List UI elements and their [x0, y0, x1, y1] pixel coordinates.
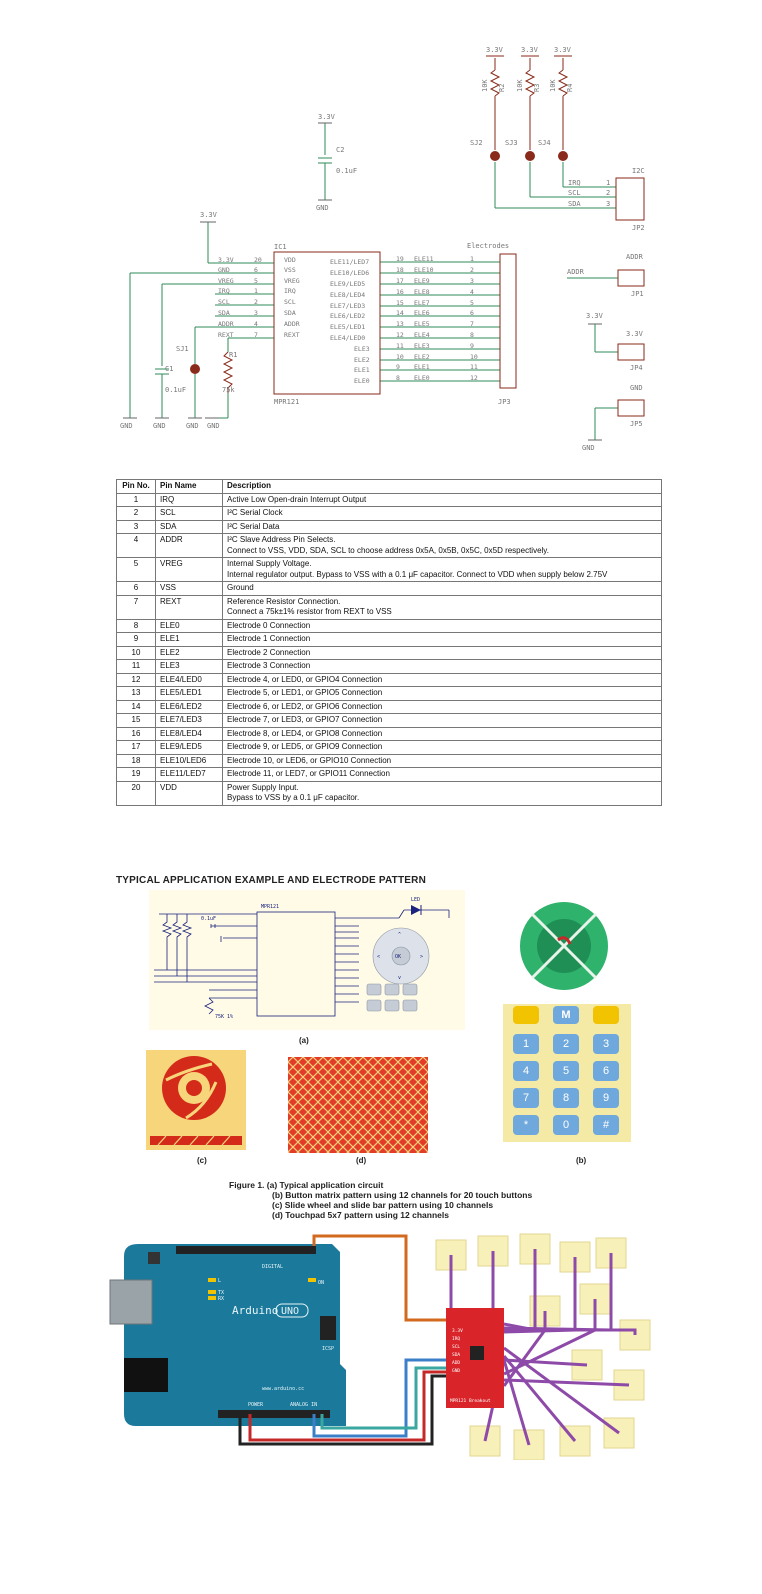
pin-number: 2 — [254, 298, 258, 306]
figure-a-circuit — [149, 890, 465, 1030]
jp4-label: JP4 — [630, 364, 643, 372]
pin-number-cell: 5 — [117, 558, 156, 582]
pin-name: VSS — [284, 266, 296, 274]
description-line: Electrode 2 Connection — [227, 647, 311, 657]
net-label: ELE0 — [414, 374, 430, 382]
pin-number: 1 — [254, 287, 258, 295]
description-cell — [223, 714, 662, 728]
resistor-label: 10K — [481, 79, 489, 92]
c2-supply: 3.3V — [318, 113, 335, 121]
net-label: ELE7 — [414, 299, 430, 307]
header-description: Description — [223, 480, 662, 494]
pin-name-cell: ELE1 — [156, 633, 223, 647]
figure-label-a: (a) — [299, 1036, 309, 1045]
keypad-key: M — [553, 1006, 579, 1024]
electrode-pin: 8 — [470, 331, 474, 339]
jumper-label: SJ4 — [538, 139, 551, 147]
pin-number-cell: 6 — [117, 582, 156, 596]
net-label: REXT — [218, 331, 234, 339]
table-row — [117, 687, 662, 701]
ic-part: MPR121 — [274, 398, 300, 406]
keypad-key: 8 — [553, 1088, 579, 1108]
pin-number-cell: 10 — [117, 646, 156, 660]
table-row — [117, 507, 662, 521]
digital-label: DIGITAL — [262, 1264, 284, 1270]
pin-number: 14 — [396, 309, 404, 317]
i2c-title: I2C — [632, 167, 645, 175]
description-cell — [223, 673, 662, 687]
power-jack — [124, 1358, 168, 1392]
pin-name: SCL — [284, 298, 296, 306]
resistor-label: R4 — [566, 83, 574, 92]
breakout-pin-label: IRQ — [452, 1337, 461, 1342]
pin-name: ELE1 — [354, 366, 370, 374]
net-label: ELE9 — [414, 277, 430, 285]
table-row — [117, 673, 662, 687]
addr-net: ADDR — [567, 268, 584, 276]
description-cell — [223, 781, 662, 805]
description-line: I²C Slave Address Pin Selects. — [227, 535, 336, 544]
description-line: Power Supply Input. — [227, 782, 299, 792]
pin-name-cell: REXT — [156, 595, 223, 619]
net-label: ELE10 — [414, 266, 434, 274]
pin-number: 5 — [254, 277, 258, 285]
description-line: Electrode 0 Connection — [227, 620, 311, 630]
pin-number-cell: 19 — [117, 768, 156, 782]
table-row — [117, 646, 662, 660]
tx-label: TX — [218, 1290, 225, 1296]
pin-name-cell: ELE3 — [156, 660, 223, 674]
figure-b-wheel — [514, 900, 614, 992]
table-row — [117, 619, 662, 633]
electrode-pin: 11 — [470, 363, 478, 371]
description-cell — [223, 633, 662, 647]
description-line: Electrode 9, or LED5, or GPIO9 Connection — [227, 742, 383, 751]
pin-number: 10 — [396, 353, 404, 361]
net-label: ELE5 — [414, 320, 430, 328]
net-label: ELE8 — [414, 288, 430, 296]
pin-name-cell: ELE11/LED7 — [156, 768, 223, 782]
pin-name-cell: SCL — [156, 507, 223, 521]
pin-number-cell: 17 — [117, 741, 156, 755]
pin-name: REXT — [284, 331, 300, 339]
pin-number: 18 — [396, 266, 404, 274]
pin-number: 11 — [396, 342, 404, 350]
c1-value: 0.1uF — [165, 386, 187, 394]
pin-name-cell: SDA — [156, 520, 223, 534]
pin-number-cell: 14 — [117, 700, 156, 714]
table-row — [117, 781, 662, 805]
description-line: Electrode 1 Connection — [227, 634, 311, 643]
pin-number-cell: 15 — [117, 714, 156, 728]
pin-name-cell: VREG — [156, 558, 223, 582]
electrode-pin: 3 — [470, 277, 474, 285]
net-label: ELE11 — [414, 255, 434, 263]
i2c-net: SDA — [568, 200, 581, 208]
board-name: Arduino — [232, 1304, 279, 1317]
description-cell — [223, 700, 662, 714]
table-row — [117, 727, 662, 741]
pin-number-cell: 2 — [117, 507, 156, 521]
table-row — [117, 660, 662, 674]
figure-d-touchpad — [288, 1057, 428, 1153]
caption-line: (b) Button matrix pattern using 12 channels for 20 touch buttons — [272, 1190, 533, 1200]
keypad-key: 1 — [513, 1034, 539, 1054]
breakout-pin-label: SDA — [452, 1353, 461, 1358]
description-line: Active Low Open-drain Interrupt Output — [227, 494, 367, 504]
supply-label: 3.3V — [521, 46, 538, 54]
i2c-pin: 3 — [606, 200, 611, 208]
pin-number-cell: 1 — [117, 493, 156, 507]
description-cell — [223, 493, 662, 507]
pin-name: ELE3 — [354, 345, 370, 353]
pin-name-cell: ELE5/LED1 — [156, 687, 223, 701]
usb-port — [110, 1280, 152, 1324]
c2-value: 0.1uF — [336, 167, 358, 175]
electrode-pin: 10 — [470, 353, 478, 361]
pin-number-cell: 12 — [117, 673, 156, 687]
pin-name-cell: IRQ — [156, 493, 223, 507]
i2c-net: SCL — [568, 189, 581, 197]
keypad-icon-key — [593, 1006, 619, 1024]
net-label: SDA — [218, 309, 230, 317]
electrode-pin: 12 — [470, 374, 478, 382]
net-label: GND — [218, 266, 230, 274]
touchpad-grid-drawing — [288, 1057, 428, 1153]
pin-name: ELE5/LED1 — [330, 323, 366, 331]
description-cell — [223, 741, 662, 755]
pin-number-cell: 11 — [117, 660, 156, 674]
pin-description-table — [116, 479, 662, 806]
table-row — [117, 633, 662, 647]
description-cell — [223, 558, 662, 582]
description-cell — [223, 687, 662, 701]
description-cell — [223, 754, 662, 768]
keypad-key: * — [513, 1115, 539, 1135]
description-cell — [223, 595, 662, 619]
section-title: TYPICAL APPLICATION EXAMPLE AND ELECTRODE PATTERN — [116, 875, 426, 886]
description-cell — [223, 768, 662, 782]
ground-label: GND — [153, 422, 166, 430]
table-row — [117, 520, 662, 534]
breakout-pin-label: 3.3V — [452, 1329, 463, 1334]
resistor-label: 10K — [516, 79, 524, 92]
circuit-res-label: 75K 1% — [215, 1014, 234, 1020]
pin-name: ELE0 — [354, 377, 370, 385]
ic-name: IC1 — [274, 243, 287, 251]
description-cell — [223, 619, 662, 633]
jumper-label: SJ2 — [470, 139, 483, 147]
resistor-label: R3 — [533, 83, 541, 92]
pin-number-cell: 18 — [117, 754, 156, 768]
keypad-key: 9 — [593, 1088, 619, 1108]
pin-name: ADDR — [284, 320, 300, 328]
c2-name: C2 — [336, 146, 345, 154]
supply-label: 3.3V — [554, 46, 571, 54]
dpad-key: > — [420, 954, 424, 960]
pin-name: ELE10/LED6 — [330, 269, 370, 277]
arduino-wiring-diagram — [0, 1230, 762, 1460]
pin-name: ELE4/LED0 — [330, 334, 366, 342]
electrode-pin: 5 — [470, 299, 474, 307]
ground-label: GND — [207, 422, 220, 430]
pin-number: 17 — [396, 277, 404, 285]
circuit-part-label: MPR121 — [261, 904, 280, 910]
pin-name: ELE11/LED7 — [330, 258, 370, 266]
description-cell — [223, 507, 662, 521]
pin-name: ELE2 — [354, 356, 370, 364]
ground-label: GND — [186, 422, 199, 430]
description-cell — [223, 534, 662, 558]
dpad-key: ^ — [398, 932, 402, 938]
keypad-key: 7 — [513, 1088, 539, 1108]
slide-wheel-bar-drawing — [146, 1050, 246, 1150]
slide-wheel-drawing — [514, 900, 614, 992]
pin-number-cell: 20 — [117, 781, 156, 805]
jp2-label: JP2 — [632, 224, 645, 232]
description-line: Electrode 6, or LED2, or GPIO6 Connection — [227, 701, 383, 711]
description-line: Electrode 11, or LED7, or GPIO11 Connection — [227, 769, 390, 778]
power-label: POWER — [248, 1402, 264, 1408]
description-line: Electrode 4, or LED0, or GPIO4 Connection — [227, 674, 383, 684]
electrode-pin: 9 — [470, 342, 474, 350]
circuit-led-label: LED — [411, 897, 421, 903]
description-cell — [223, 582, 662, 596]
keypad-key: 0 — [553, 1115, 579, 1135]
pin-name: VREG — [284, 277, 300, 285]
description-cell — [223, 727, 662, 741]
circuit-cap-label: 0.1uF — [201, 916, 217, 922]
net-label: ELE3 — [414, 342, 430, 350]
caption-line: (d) Touchpad 5x7 pattern using 12 channels — [272, 1210, 449, 1220]
c2-ground: GND — [316, 204, 329, 212]
pin-name-cell: ELE10/LED6 — [156, 754, 223, 768]
table-row — [117, 768, 662, 782]
r1-name: R1 — [229, 351, 238, 359]
figure-label-d: (d) — [356, 1156, 367, 1165]
application-circuit-drawing — [149, 890, 465, 1030]
caption-line: Figure 1. (a) Typical application circuit — [229, 1180, 384, 1190]
pin-number-cell: 7 — [117, 595, 156, 619]
electrode-pin: 6 — [470, 309, 474, 317]
pin-number-cell: 13 — [117, 687, 156, 701]
jp5-ground: GND — [582, 444, 595, 452]
net-label: ELE2 — [414, 353, 430, 361]
net-label: 3.3V — [218, 256, 234, 264]
pin-name-cell: ELE9/LED5 — [156, 741, 223, 755]
pin-number-cell: 16 — [117, 727, 156, 741]
description-line: Bypass to VSS by a 0.1 μF capacitor. — [227, 793, 360, 802]
pin-name-cell: ELE4/LED0 — [156, 673, 223, 687]
table-row — [117, 700, 662, 714]
pin-name-cell: ELE8/LED4 — [156, 727, 223, 741]
electrode-pin: 2 — [470, 266, 474, 274]
i2c-pin: 1 — [606, 179, 611, 187]
url-label: www.arduino.cc — [262, 1386, 305, 1392]
pin-number-cell: 8 — [117, 619, 156, 633]
pin-name-cell: VSS — [156, 582, 223, 596]
on-label: ON — [318, 1280, 325, 1286]
dpad-key: OK — [395, 954, 402, 960]
dpad-key: < — [377, 954, 381, 960]
ground-label: GND — [120, 422, 133, 430]
breakout-pin-label: SCL — [452, 1345, 461, 1350]
description-line: Internal regulator output. Bypass to VSS with a 0.1 μF capacitor. Connect to VDD when supply below 2.75V — [227, 569, 608, 579]
jp4-title: 3.3V — [626, 330, 643, 338]
pin-number: 3 — [254, 309, 258, 317]
description-line: Ground — [227, 583, 254, 592]
caption-line: (c) Slide wheel and slide bar pattern using 10 channels — [272, 1200, 494, 1210]
analog-label: ANALOG IN — [290, 1402, 318, 1408]
table-row — [117, 714, 662, 728]
rx-label: RX — [218, 1296, 225, 1302]
board-model: UNO — [281, 1306, 300, 1317]
breakout-pin-label: GND — [452, 1369, 461, 1374]
table-row — [117, 534, 662, 558]
jp4-supply: 3.3V — [586, 312, 603, 320]
pin-number-cell: 3 — [117, 520, 156, 534]
pin-number: 6 — [254, 266, 258, 274]
pin-number: 8 — [396, 374, 400, 382]
c1-name: C1 — [165, 365, 174, 373]
pin-name-cell: ELE6/LED2 — [156, 700, 223, 714]
pin-name-cell: ADDR — [156, 534, 223, 558]
description-cell — [223, 660, 662, 674]
l-label: L — [218, 1278, 222, 1284]
table-header-row — [117, 480, 662, 494]
description-line: Electrode 3 Connection — [227, 661, 311, 670]
pin-name: IRQ — [284, 287, 296, 295]
i2c-net: IRQ — [568, 179, 581, 187]
pin-name: ELE9/LED5 — [330, 280, 366, 288]
sj1-label: SJ1 — [176, 345, 189, 353]
reset-button — [148, 1252, 160, 1264]
electrodes-label: Electrodes — [467, 242, 510, 250]
pin-number: 16 — [396, 288, 404, 296]
pin-number: 19 — [396, 255, 404, 263]
jp1-label: JP1 — [631, 290, 644, 298]
ic-supply: 3.3V — [200, 211, 217, 219]
keypad-key: 6 — [593, 1061, 619, 1081]
pin-name: VDD — [284, 256, 296, 264]
electrode-pin: 1 — [470, 255, 474, 263]
net-label: ELE1 — [414, 363, 430, 371]
description-line: Electrode 5, or LED1, or GPIO5 Connection — [227, 688, 383, 697]
description-line: Electrode 7, or LED3, or GPIO7 Connection — [227, 715, 383, 724]
pin-name-cell: ELE2 — [156, 646, 223, 660]
r1-value: 75k — [222, 386, 235, 394]
pin-number: 13 — [396, 320, 404, 328]
figure-caption — [229, 1180, 532, 1220]
figure-c-slider — [146, 1050, 246, 1150]
resistor-label: 10K — [549, 79, 557, 92]
description-line: Electrode 10, or LED6, or GPIO10 Connection — [227, 755, 392, 765]
jp3-label: JP3 — [498, 398, 511, 406]
pin-name: ELE8/LED4 — [330, 291, 366, 299]
pin-number: 12 — [396, 331, 404, 339]
icsp-label: ICSP — [322, 1346, 335, 1352]
arduino-board — [124, 1244, 346, 1426]
jp5-label: JP5 — [630, 420, 643, 428]
description-line: I²C Serial Clock — [227, 508, 283, 517]
supply-label: 3.3V — [486, 46, 503, 54]
header-pin-no: Pin No. — [117, 480, 156, 494]
description-line: Connect to VSS, VDD, SDA, SCL to choose address 0x5A, 0x5B, 0x5C, 0x5D respectively. — [227, 545, 549, 555]
keypad-key: # — [593, 1115, 619, 1135]
description-line: Reference Resistor Connection. — [227, 596, 341, 606]
keypad-key: 3 — [593, 1034, 619, 1054]
wire-irq — [404, 1328, 448, 1344]
digital-header — [176, 1246, 316, 1254]
pin-name: ELE6/LED2 — [330, 312, 366, 320]
pin-number: 15 — [396, 299, 404, 307]
pin-number: 7 — [254, 331, 258, 339]
net-label: ELE6 — [414, 309, 430, 317]
breakout-pin-label: ADD — [452, 1361, 461, 1366]
description-line: Electrode 8, or LED4, or GPIO8 Connection — [227, 728, 383, 738]
net-label: SCL — [218, 298, 230, 306]
pin-number: 4 — [254, 320, 258, 328]
pin-name-cell: VDD — [156, 781, 223, 805]
net-label: ADDR — [218, 320, 234, 328]
description-cell — [223, 646, 662, 660]
electrode-pin: 4 — [470, 288, 474, 296]
dpad-key: v — [398, 975, 402, 981]
table-row — [117, 582, 662, 596]
pin-name: SDA — [284, 309, 296, 317]
table-row — [117, 558, 662, 582]
i2c-pin: 2 — [606, 189, 611, 197]
icsp-header — [320, 1316, 336, 1340]
keypad-icon-key — [513, 1006, 539, 1024]
breakout-name: MPR121 Breakout — [450, 1399, 491, 1404]
figure-label-b: (b) — [576, 1156, 587, 1165]
table-row — [117, 741, 662, 755]
resistor-label: R2 — [498, 83, 506, 92]
net-label: ELE4 — [414, 331, 430, 339]
net-label: IRQ — [218, 287, 230, 295]
pin-name-cell: ELE7/LED3 — [156, 714, 223, 728]
net-label: VREG — [218, 277, 234, 285]
pin-number: 9 — [396, 363, 400, 371]
description-cell — [223, 520, 662, 534]
pin-name: ELE7/LED3 — [330, 302, 366, 310]
description-line: I²C Serial Data — [227, 521, 280, 531]
table-row — [117, 493, 662, 507]
description-line: Connect a 75k±1% resistor from REXT to VSS — [227, 607, 392, 616]
jp5-title: GND — [630, 384, 643, 392]
table-row — [117, 754, 662, 768]
jumper-label: SJ3 — [505, 139, 518, 147]
table-row — [117, 595, 662, 619]
pin-number-cell: 9 — [117, 633, 156, 647]
keypad-key: 4 — [513, 1061, 539, 1081]
addr-title: ADDR — [626, 253, 643, 261]
pin-number: 20 — [254, 256, 262, 264]
keypad-key: 5 — [553, 1061, 579, 1081]
mpr121-schematic — [0, 0, 762, 470]
pin-name-cell: ELE0 — [156, 619, 223, 633]
keypad-key: 2 — [553, 1034, 579, 1054]
pin-number-cell: 4 — [117, 534, 156, 558]
electrode-pin: 7 — [470, 320, 474, 328]
figure-label-c: (c) — [197, 1156, 207, 1165]
figure-b-keypad — [503, 1004, 631, 1142]
description-line: Internal Supply Voltage. — [227, 559, 312, 568]
header-pin-name: Pin Name — [156, 480, 223, 494]
